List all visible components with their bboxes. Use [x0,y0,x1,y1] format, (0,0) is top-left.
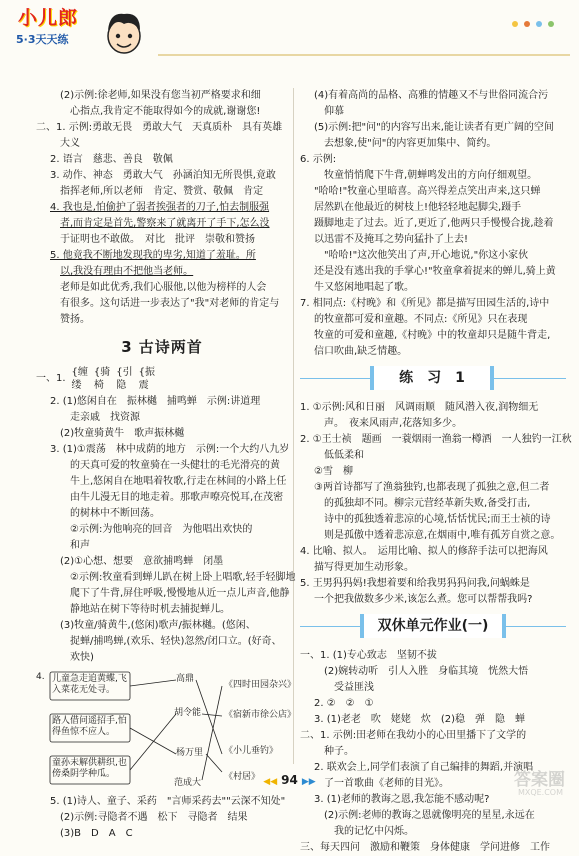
answer-line: 捉蝉/捕鸣蝉,(欢乐、轻快)忽然/闭口立。(好奇、 [70,636,282,647]
answer-line: (3)B D A C [60,828,133,839]
answer-line: 信口吹曲,缺乏情趣。 [314,346,408,357]
char: 隐 [116,380,127,391]
char: 震 [138,380,149,391]
practice-heading [300,366,566,392]
answer-line: 和声 [70,540,90,551]
question-index: 4. [36,672,45,682]
section-title [36,336,288,358]
answer-line: (2)示例:徐老师,如果没有您当初严格要求和细 [60,90,261,101]
answer-line: 的树林中不断回荡。 [70,508,160,519]
char: 缕 [71,380,82,391]
triangle-left-icon: ◀◀ [263,777,278,787]
header-dots-icon [509,14,569,34]
section-name: 古诗两首 [138,338,203,356]
char: 引 [122,367,133,378]
heading-rule [506,626,566,627]
answer-line: 2. 联欢会上,同学们表演了自己编排的舞蹈,并演唱 [314,762,534,773]
answer-line: 欢快) [70,652,94,663]
header-rule [158,38,570,56]
poem-line: 路人借问遥招手,怕得鱼惊不应人。 [52,716,127,737]
brand-subtitle: 5·3天天练 [16,33,69,46]
answer-line: 于证明也不敢做。 对比 批评 崇敬和赞扬 [60,234,255,245]
watermark-logo [491,770,573,800]
answer-line: ②示例:牧童看到蝉儿趴在树上卧上唱歌,轻手轻脚地 [70,572,296,583]
poet-name: 胡令能 [174,708,202,718]
answer-line: 赞扬。 [60,314,90,325]
mascot-face-icon [102,8,146,56]
poem-title: 《四时田园杂兴》 [224,680,297,690]
heading-rule [494,378,566,379]
page-number-text: 94 [281,773,298,787]
answer-line: 老师是如此优秀,我们心服他,以他为榜样的人会 [60,282,267,293]
answer-line: 受益匪浅 [334,682,374,693]
section-number: 3 [121,338,133,356]
answer-line: 牧童的可爱和童趣,《村晚》中的牧童却只是随牛背走, [314,330,551,341]
poem-title: 《小儿垂钓》 [224,746,279,756]
answer-line: 大义 [60,138,80,149]
answer-line: 有很多。这句话进一步表达了"我"对老师的肯定与 [60,298,280,309]
answer-line: 一个把我做数多少米,该怎么煮。您可以帮帮我吗? [314,594,533,605]
char-group: {骑 椅 [93,367,111,391]
answer-line: 描写得更加生动形象。 [314,562,414,573]
answer-line: 3. 动作、神态 勇敢大气 孙涵泊知无所畏惧,竟敢 [50,170,276,181]
answer-line: 7. 相同点:《村晚》和《所见》都是描写田园生活的,诗中 [300,298,550,309]
answer-line: 以,我没有理由不把他当老师。 [60,266,194,277]
column-divider [293,88,294,764]
answer-line: 6. 示例: [300,154,337,165]
answer-line: (2)婉转动听 引人入胜 身临其境 恍然大悟 [324,666,529,677]
answer-line: 二、1. 示例:田老师在我幼小的心田里播下了文学的 [300,730,527,741]
answer-line: 5. 王男犸犸妈!我想着要和给我男犸犸问我,问蜗蛛是 [300,578,530,589]
answer-line: 还是没有逃出我的手掌心!"牧童拿着捉来的蝉儿,骑上黄 [314,266,556,277]
answer-line: 5. (1)诗人、童子、采药 "言师采药去""云深不知处" [50,796,286,807]
poet-name: 范成大 [174,778,202,788]
answer-line: 牛上,悠闲自在地唱着牧歌,行走在林间的小路上任 [70,476,287,487]
char: 振 [145,367,156,378]
answer-line: 种子。 [324,746,354,757]
page-header [0,0,579,68]
answer-line: 三、每天四问 激励和鞭策 身体健康 学问进修 工作 [300,842,550,853]
answer-line: 2. 语言 慈悲、善良 敬佩 [50,154,173,165]
char: 缠 [77,367,88,378]
answer-line: 我的记忆中闪烁。 [334,826,414,837]
answer-line: "哈哈!"牧童心里暗喜。高兴得差点笑出声来,这只蝉 [314,186,541,197]
answer-line: 2. (1)悠闲自在 振林樾 捕鸣蝉 示例:讲道理 [50,396,261,407]
answer-line: 二、1. 示例:勇敢无畏 勇敢大气 天真质朴 具有英雄 [36,122,283,133]
answer-line: 牧童悄悄爬下牛背,朝蝉鸣发出的方向仔细观望。 [324,170,538,181]
answer-line: 低低柔和 [324,450,364,461]
answer-line: 一、1. (1)专心致志 坚韧不拔 [300,650,437,661]
answer-line: 了一首歌曲《老师的目光》。 [324,778,449,789]
answer-line: (2)示例:老师的教诲之恩就像明亮的星星,永远在 [324,810,535,821]
answer-line: 居然趴在他最近的树枝上!他轻轻地起脚尖,蹑手 [314,202,522,213]
answer-line: 爬下了牛背,屏住呼吸,慢慢地从近一点儿声音,他静 [70,588,290,599]
answer-line: 以迅雷不及掩耳之势向猛扑了上去! [314,234,469,245]
answer-line: (4)有着高尚的品格、高雅的情趣又不与世俗同流合污 [314,90,549,101]
answer-line: (2)示例:寻隐者不遇 松下 寻隐者 结果 [60,812,248,823]
answer-line: 3. (1)老师的教诲之恩,我怎能不感动呢? [314,794,490,805]
answer-line: 仰慕 [324,106,344,117]
answer-line: 指挥老师,所以老师 肯定、赞赏、敬佩 肯定 [60,186,264,197]
right-column [300,88,572,856]
char-group: {引 隐 [116,367,133,391]
answer-line: 由牛儿漫无目的地走着。那歌声嘹亮悦耳,在茂密 [70,492,284,503]
answer-line: 3. (1)老老 吹 姥姥 炊 (2)稳 弹 隐 蝉 [314,714,526,725]
answer-line: 诗中的孤独透着悲凉的心境,恬恬忧民;而王士祯的诗 [324,514,551,525]
watermark-url: MXQE.COM [517,788,563,797]
answer-line: 蹑脚地走了过去。近了,更近了,他两只手慢慢合拢,趁着 [314,218,554,229]
brand-title: 小儿郎 [18,7,79,29]
answer-line: (2)牧童骑黄牛 歌声振林樾 [60,428,185,439]
answer-line: 1. ①示例:风和日丽 风调雨顺 随风潜入夜,润物细无 [300,402,539,413]
answer-line: 者,而肯定是首先,警察来了就离开了手下,怎么没 [60,218,270,229]
answer-line: "哈哈!"这次他笑出了声,开心地说,"你这小家伙 [324,250,529,261]
answer-line: 的孤独却不同。柳宗元营经革新失败,备受打击, [324,498,531,509]
answer-line: ③两首诗都写了渔翁独钓,也都表现了孤独之意,但二者 [314,482,550,493]
answer-line: 3. (1)①震荡 林中成荫的地方 示例:一个大约八九岁 [50,444,290,455]
answer-line: 静地站在树下等待时机去捕捉蝉儿。 [70,604,230,615]
char: 骑 [100,367,111,378]
answer-line: 2. ② ② ① [314,698,374,709]
practice-title: 练 习 1 [370,366,494,390]
answer-line: (2)①心想、想要 意欲捕鸣蝉 闭墨 [60,556,224,567]
answer-line: 则是孤傲中透着悲凉意,在烟雨中,唯有孤芳自赏之意。 [324,530,561,541]
char-group: {振 震 [138,367,156,391]
answer-line: 4. 我也是,怕偷护了弱者挨强者的刀子,怕去制服强 [50,202,270,213]
answer-line: 走亲戚 找资源 [70,412,140,423]
answer-line: 4. 比喻、拟人。 运用比喻、拟人的修辞手法可以把海风 [300,546,548,557]
page-footer [0,770,579,800]
triangle-right-icon: ▶▶ [301,777,316,787]
heading-rule [300,626,360,627]
homework-title: 双休单元作业(一) [360,614,506,638]
answer-line: 5. 他竟我不断地发现我的卑劣,知道了羞耻。所 [50,250,256,261]
homework-heading [300,614,566,640]
poet-name: 杨万里 [176,748,204,758]
heading-rule [300,378,370,379]
char-group: {缠 缕 [71,367,88,391]
answer-line: 的牧童都可爱和童趣。不同点:《所见》只在表现 [314,314,528,325]
answer-line: 2. ①王士祯 题画 一蓑烟雨一渔翁一樽酒 一人独钓一江秋 [300,434,572,445]
answer-line: ②雪 柳 [314,466,353,477]
poem-line: 童孙未解供耕织,也傍桑阴学种瓜。 [52,758,127,779]
answer-line: 的天真可爱的牧童骑在一头健壮的毛光滑亮的黄 [70,460,280,471]
answer-line: 心指点,我肯定不能取得如今的成就,谢谢您! [70,106,261,117]
poem-title: 《宿新市徐公店》 [224,710,297,720]
poem-line: 儿童急走追黄蝶,飞入菜花无处寻。 [52,674,127,695]
char: 椅 [93,380,104,391]
answer-line: 去想象,使"问"的内容更加集中、简约。 [324,138,497,149]
question-index: 一、1. [36,373,66,384]
answer-line: ②示例:为他响亮的回音 为他唱出欢快的 [70,524,253,535]
answer-line: (3)牧童/骑黄牛,(悠闲)歌声/振林樾。(悠闲、 [60,620,256,631]
answer-line: 声。 夜来风雨声,花落知多少。 [324,418,463,429]
answer-line: (5)示例:把"问"的内容写出来,能让读者有更广阔的空间 [314,122,554,133]
answer-line: 牛又悠闲地唱起了歌。 [314,282,414,293]
character-groups [36,366,288,392]
poem-title: 《村居》 [224,772,261,782]
brand-logo [10,6,140,62]
watermark-text: 答案圈 [514,770,565,790]
poet-name: 高鼎 [176,674,195,684]
